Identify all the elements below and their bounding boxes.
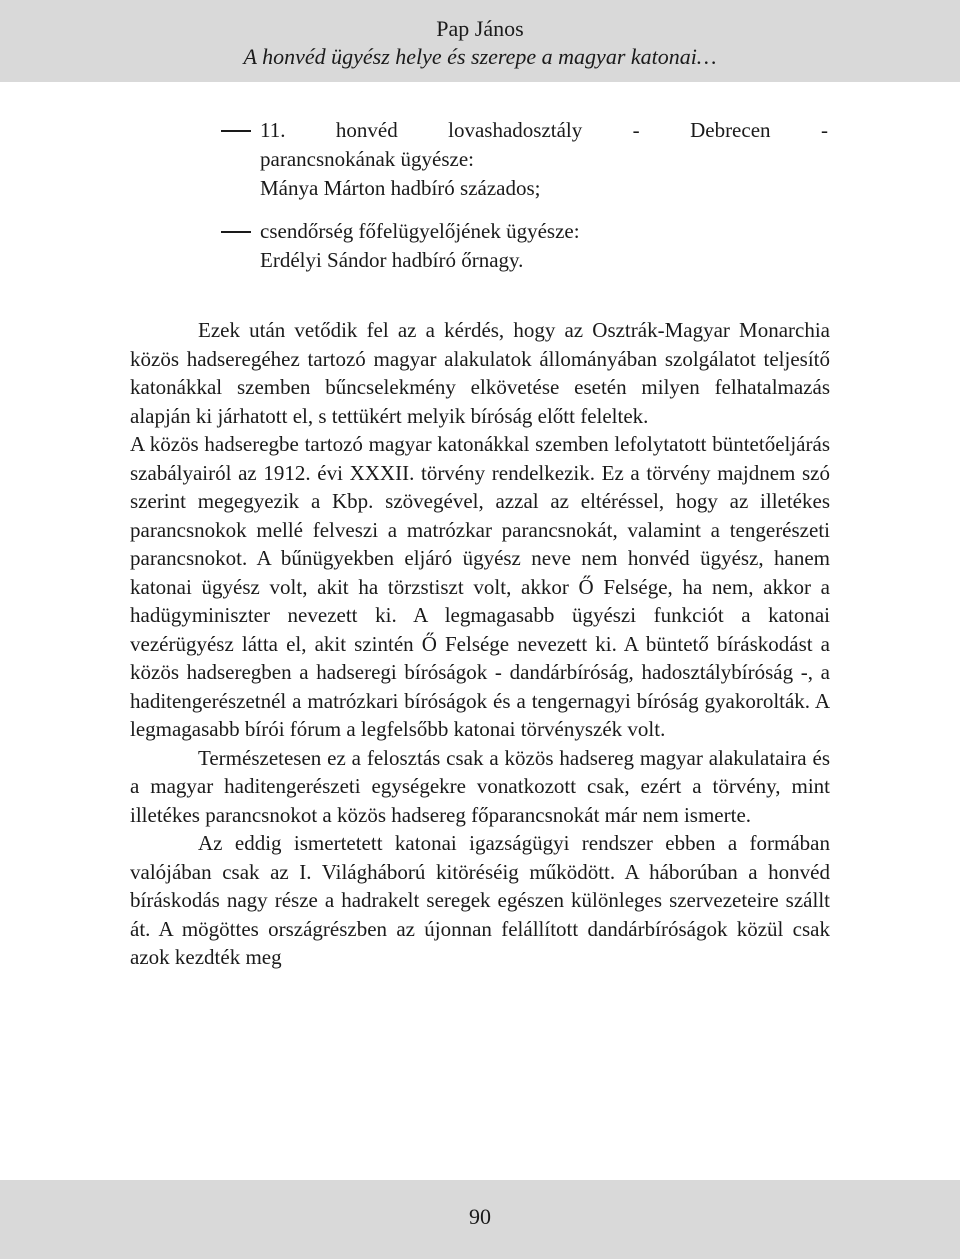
page-number: 90 — [469, 1204, 491, 1229]
page-footer — [0, 1180, 960, 1259]
paragraph-3: Természetesen ez a felosztás csak a közös hadsereg magyar alakulataira és a magyar haditengerészeti egységekre vonatkozott csak, ezért a törvény, mint illetékes parancsnokot a közös hadsereg főparancsnokát már nem ismerte. — [130, 745, 830, 827]
bullet-2-line-1: csendőrség főfelügyelőjének ügyésze: — [260, 219, 580, 243]
paragraph-4: Az eddig ismertetett katonai igazságügyi rendszer ebben a formában valójában csak az I. Világháború kitöréséig működött. A háborúban a honvéd bíráskodás nagy része a hadrakelt seregek egészen különleges szervezeteire szállt át. A mögöttes országrészben az újonnan felállított dandárbíróságok közül csak azok kezdték meg — [130, 831, 830, 969]
bullet-1-line-2: parancsnokának ügyésze: — [260, 147, 474, 171]
bullet-1-line-1: 11. honvéd lovashadosztály - Debrecen - — [260, 118, 828, 142]
bullet-2-line-2: Erdélyi Sándor hadbíró őrnagy. — [260, 248, 524, 272]
running-header — [0, 0, 960, 82]
paragraph-2: A közös hadseregbe tartozó magyar katonákkal szemben lefolytatott büntetőeljárás szabályairól az 1912. évi XXXII. törvény rendelkezik. Ez a törvény majdnem szó szerint megegyezik a Kbp. szövegével, azzal az eltéréssel, hogy az illetékes parancsnokok mellé felveszi a matrózkar parancsnokát, valamint a tengerészeti parancsnokot. A bűnügyekben eljáró ügyész neve nem honvéd ügyész, hanem katonai ügyész volt, akit ha törzstiszt volt, akkor Ő Felsége, ha nem, akkor a hadügyminiszter nevezett ki. A legmagasabb ügyészi funkciót a katonai vezérügyész látta el, akit szintén Ő Felsége nevezett ki. A büntető bíráskodást a közös hadseregben a hadseregi bíróságok - dandárbíróság, hadosztálybíróság -, a haditengerészetnél a matrózkari bíróságok és a tengernagyi bíróság gyakorolták. A legmagasabb bírói fórum a legfelsőbb katonai törvényszék volt. — [130, 432, 830, 741]
bullet-dash — [221, 231, 251, 233]
bullet-1-line-3: Mánya Márton hadbíró százados; — [260, 176, 541, 200]
header-title: A honvéd ügyész helye és szerepe a magyar katonai… — [243, 44, 717, 69]
header-author: Pap János — [436, 16, 524, 41]
bullet-dash — [221, 130, 251, 132]
paragraph-1: Ezek után vetődik fel az a kérdés, hogy az Osztrák-Magyar Monarchia közös hadseregéhez tartozó magyar alakulatok állományában szolgálatot teljesítő katonákkal szemben bűncselekmény elkövetése esetén milyen felhatalmazás alapján ki járhatott el, s tettükért melyik bíróság előtt feleltek. — [130, 318, 830, 428]
body-text — [130, 316, 830, 972]
